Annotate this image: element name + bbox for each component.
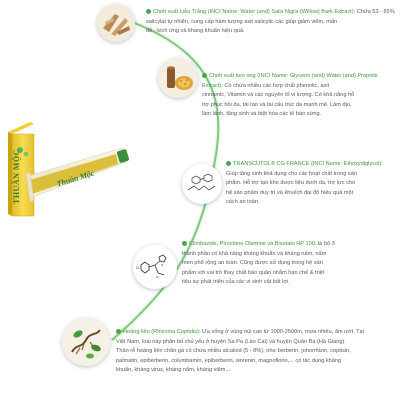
ingredient-text: Chứa 53 - 65% [356, 9, 395, 15]
ingredient-text: cinnamic, Vitamin và các nguyên tố vi lượng. Có khả năng hỗ [202, 92, 355, 99]
ingredient-title: Chiết xuất keo ong (INCI Name: Glycerin (and) Water (and) Propolis Extract): [202, 73, 378, 89]
coptis-rhizome-icon [62, 318, 110, 366]
ingredient-text: làm lành, tăng sinh và biệt hóa các tế bào sừng. [202, 111, 322, 118]
ingredient-text: phẩm. Hỗ trợ tạo kho dược liệu dưới da, trợ lực cho [226, 180, 356, 187]
ingredient-coptis [116, 328, 398, 376]
ingredient-text: phẩm với vai trò thay chất bảo quản nhằm hạn chế & triệt [182, 269, 325, 276]
ingredient-text: đỏ - kích ứng và kháng khuẩn hiệu quả. [146, 28, 245, 35]
ingredient-text: là bộ 3 [317, 241, 335, 247]
svg-text:Cl: Cl [136, 266, 140, 270]
ingredient-title: Climbazole, Piroctone Olamine và Bisetalo HP 100: [189, 241, 317, 247]
ingredient-text: Giúp tăng sinh khả dụng cho các hoạt chất trong sản [226, 170, 357, 177]
ingredient-text: tiêu sự phát triển của các vi sinh vật bất lợi. [182, 279, 290, 286]
svg-text:O: O [156, 275, 159, 279]
ingredient-transcutol [226, 160, 396, 208]
bullet-icon [116, 329, 121, 334]
climbazole-molecule-icon [133, 245, 177, 289]
ingredient-text: trợ phục hồi da, tái tạo và tái cấu trúc da mạnh mẽ. Làm dịu, [202, 101, 352, 108]
product-tube-label: Thuần Mộc [55, 168, 96, 189]
propolis-honeycomb-icon [158, 58, 198, 98]
ingredient-text: men phổ rộng an toàn. Cũng được sử dụng trong hệ sản [182, 260, 323, 267]
ingredient-climbazole [182, 240, 396, 288]
ingredient-text: Thân rễ hoàng liên chân gà có chứa nhiều alcaloid (5 - 8%), như berberin, johorrhizin, coptisin, [116, 348, 351, 355]
ingredient-text: Có chứa nhiều các hợp chất phenolic, axit [224, 82, 330, 89]
ingredient-propolis [202, 72, 396, 120]
bullet-icon [202, 73, 207, 78]
bullet-icon [226, 161, 231, 166]
ingredient-title: Chiết xuất Liễu Trắng (INCI Name: Water (and) Salix Nigra (Willow) Bark Extract): [153, 9, 356, 15]
ingredient-text: salicylat tự nhiên, cung cấp hàm lượng axit salicylic các giúp giảm viêm, mẩn [146, 18, 338, 25]
ingredient-text: Việt Nam, loài này phân bố chủ yếu ở huyện Sa Pa (Lào Cai) và huyện Quản Bạ (Hà Giang). [116, 338, 346, 345]
product-box-label: THUẦN MỘC [12, 149, 21, 205]
willow-bark-icon [97, 4, 135, 42]
ingredient-title: Hoàng liên (Rhizoma Coptidis): [123, 329, 201, 335]
ingredient-text: khuẩn, kháng virus, kháng nấm, kháng viêm... [116, 367, 231, 374]
ingredient-title: TRANSCUTOL® CG FRANCE (INCI Name: Ethoxydiglycol): [233, 161, 383, 167]
transcutol-molecule-icon [182, 164, 222, 204]
bullet-icon [146, 9, 151, 14]
ingredient-text: thành phần có khả năng kháng khuẩn và kháng nấm, nấm [182, 250, 327, 257]
ingredient-text: cách an toàn. [226, 199, 260, 206]
bullet-icon [182, 241, 187, 246]
svg-text:N: N [161, 263, 164, 267]
ingredient-text: palmatin, epiberberin, columbamin, epiberberin, worenin, magnoflorin,... có tác dụng kháng [116, 357, 342, 364]
ingredient-willow [146, 8, 396, 37]
ingredient-text: Ưa sống ở vùng núi cao từ 1000-2500m, mưa nhiều, ẩm ướt. Tại [201, 329, 364, 335]
ingredient-text: hệ sản phẩm duy trì và khuếch đại độ hiệu quả một [226, 189, 354, 196]
